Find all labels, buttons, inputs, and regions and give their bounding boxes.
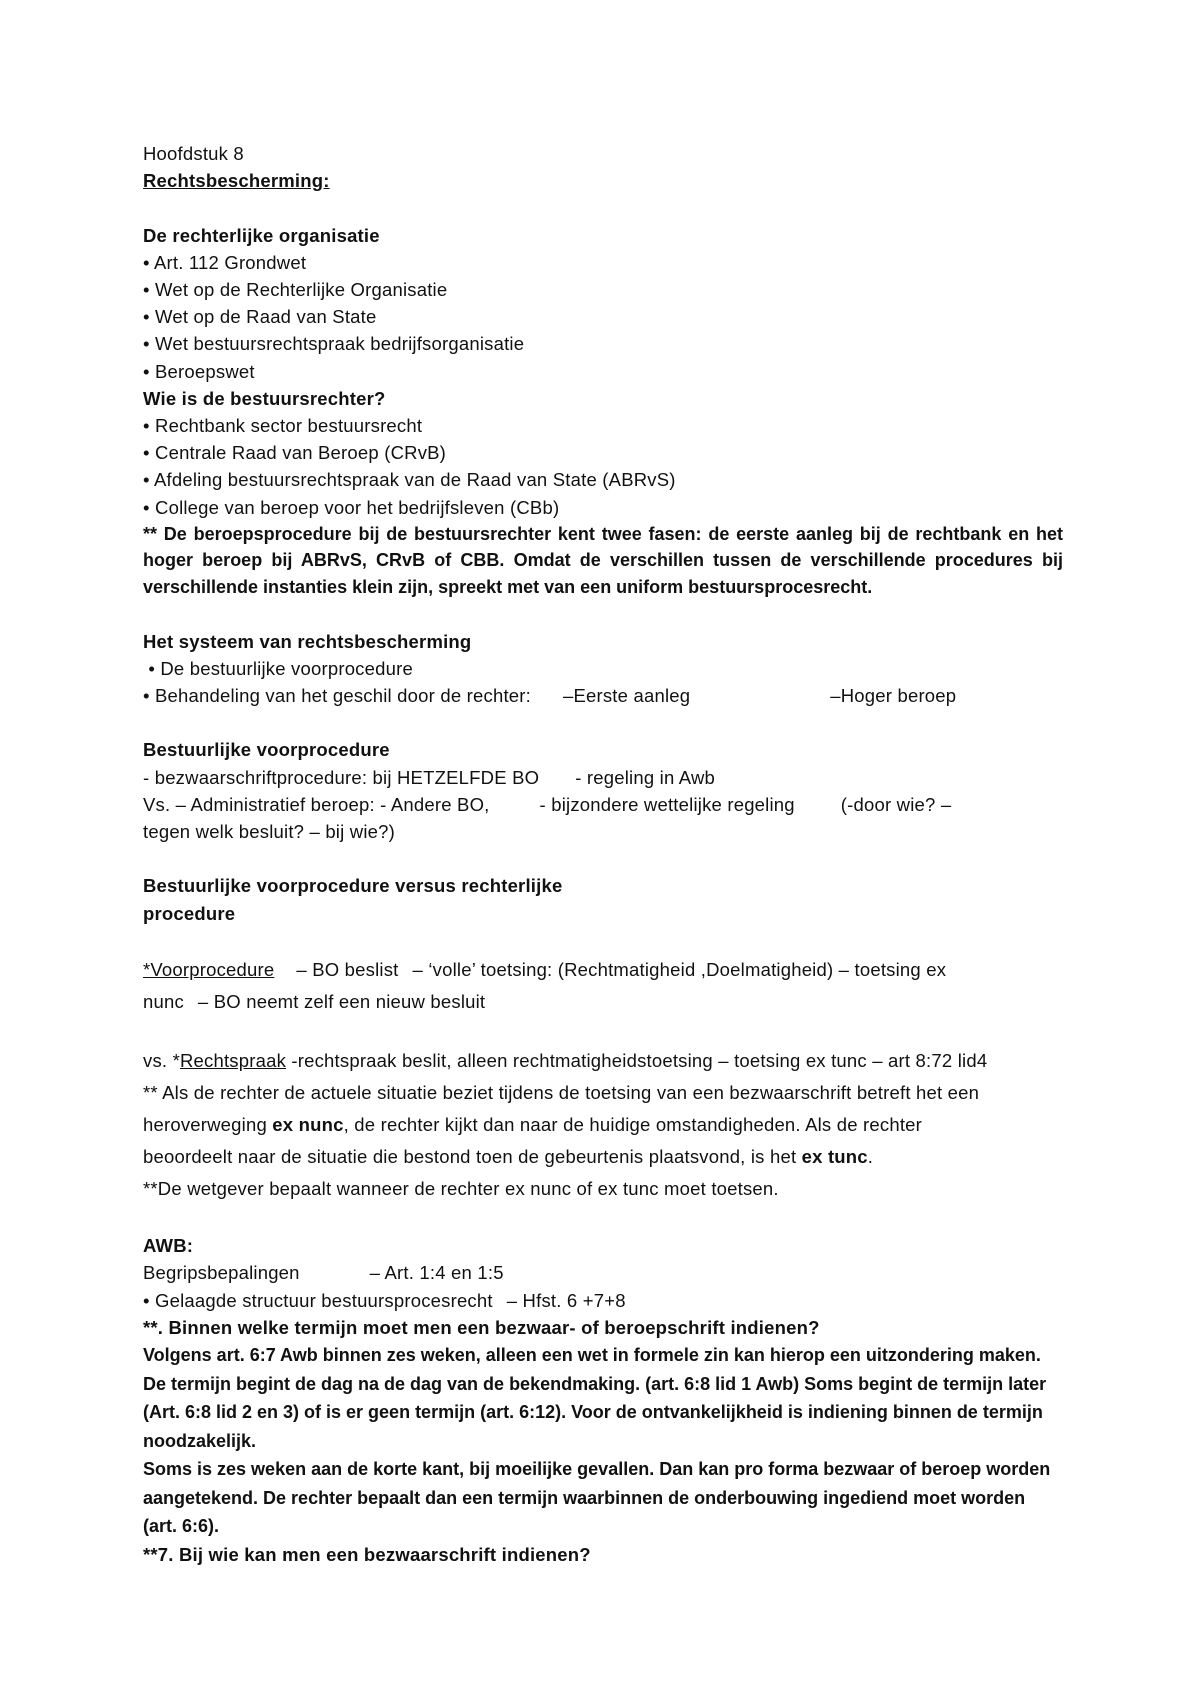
list-item-text: –Hoger beroep <box>830 684 957 706</box>
text-line <box>143 986 1063 1018</box>
text-span-bold: ex nunc <box>272 1114 344 1136</box>
list-item: • De bestuurlijke voorprocedure <box>143 657 413 679</box>
text-span: - regeling in Awb <box>575 766 716 788</box>
text-span: – Art. 1:4 en 1:5 <box>369 1262 504 1284</box>
list-item <box>143 682 1063 709</box>
page-title: Rechtsbescherming: <box>143 170 330 192</box>
spacer <box>143 600 1063 627</box>
text-span: -rechtspraak beslit, alleen rechtmatigheidstoetsing – toetsing ex tunc – art 8:72 lid4 <box>286 1050 988 1072</box>
text-span-bold: ex tunc <box>801 1146 868 1168</box>
text-line <box>143 1141 1063 1173</box>
paragraph: Soms is zes weken aan de korte kant, bij moeilijke gevallen. Dan kan pro forma bezwaar of beroep worden aangetekend. De rechter bepaalt dan een termijn waarbinnen de onderbouwing ingediend moet worden (art. 6:6). <box>143 1459 1051 1537</box>
text-line: ** Als de rechter de actuele situatie beziet tijdens de toetsing van een bezwaarschrift betreft het een <box>143 1082 980 1104</box>
text-span: vs. * <box>143 1050 180 1072</box>
text-line <box>143 954 1063 986</box>
section-heading-systeem: Het systeem van rechtsbescherming <box>143 630 472 652</box>
text-line <box>143 791 1063 818</box>
text-span: Vs. – Administratief beroep: - Andere BO, <box>143 793 490 815</box>
section-heading-bestuursrechter: Wie is de bestuursrechter? <box>143 387 386 409</box>
text-span: Begripsbepalingen <box>143 1262 300 1284</box>
document-page <box>143 140 1063 1568</box>
list-item: • Rechtbank sector bestuursrecht <box>143 415 423 437</box>
section-heading-voorprocedure: Bestuurlijke voorprocedure <box>143 739 390 761</box>
list-item: • Wet op de Rechterlijke Organisatie <box>143 279 448 300</box>
list-item: • Wet op de Raad van State <box>143 306 377 328</box>
spacer <box>143 1205 1063 1232</box>
text-line: tegen welk besluit? – bij wie?) <box>143 820 395 842</box>
section-heading-rechterlijke-organisatie: De rechterlijke organisatie <box>143 224 380 246</box>
text-span: - bijzondere wettelijke regeling <box>539 793 795 815</box>
spacer <box>143 194 1063 221</box>
text-span: heroverweging <box>143 1114 273 1136</box>
text-span: beoordeelt naar de situatie die bestond toen de gebeurtenis plaatsvond, is het <box>143 1146 802 1168</box>
text-line <box>143 764 1063 791</box>
list-item: • Centrale Raad van Beroep (CRvB) <box>143 442 447 464</box>
text-line <box>143 1109 1063 1141</box>
voorprocedure-label: *Voorprocedure <box>143 958 275 980</box>
list-item: • Beroepswet <box>143 360 255 382</box>
text-span: – BO beslist <box>296 958 399 980</box>
text-span: – BO neemt zelf een nieuw besluit <box>197 990 486 1012</box>
text-line: **De wetgever bepaalt wanneer de rechter ex nunc of ex tunc moet toetsen. <box>143 1178 779 1200</box>
spacer <box>143 709 1063 736</box>
spacer <box>143 927 1063 954</box>
list-item: • College van beroep voor het bedrijfsleven (CBb) <box>143 496 560 518</box>
text-span: – Hfst. 6 +7+8 <box>506 1289 626 1311</box>
chapter-label: Hoofdstuk 8 <box>143 143 244 164</box>
section-heading-versus-cont: procedure <box>143 902 236 924</box>
text-span: , de rechter kijkt dan naar de huidige omstandigheden. Als de rechter <box>343 1114 923 1136</box>
text-span: . <box>867 1146 874 1168</box>
text-span: – ‘volle’ toetsing: (Rechtmatigheid ,Doelmatigheid) – toetsing ex <box>412 958 947 980</box>
list-item: • Afdeling bestuursrechtspraak van de Raad van State (ABRvS) <box>143 469 676 491</box>
text-line <box>143 1045 1063 1077</box>
text-line <box>143 1259 1063 1286</box>
list-item: • Art. 112 Grondwet <box>143 251 307 273</box>
question-line: **7. Bij wie kan men een bezwaarschrift indienen? <box>143 1543 591 1565</box>
list-item-text: –Eerste aanleg <box>562 684 691 706</box>
spacer <box>143 1018 1063 1045</box>
list-item-text: • Behandeling van het geschil door de rechter: <box>143 684 531 706</box>
paragraph: Volgens art. 6:7 Awb binnen zes weken, alleen een wet in formele zin kan hierop een uitzondering maken. De termijn begint de dag na de dag van de bekendmaking. (art. 6:8 lid 1 Awb) Soms begint de termijn later (Art. 6:8 lid 2 en 3) of is er geen termijn (art. 6:12). Voor de ontvankelijkheid is indiening binnen de termijn noodzakelijk. <box>143 1345 1047 1451</box>
note-paragraph: ** De beroepsprocedure bij de bestuursrechter kent twee fasen: de eerste aanleg bij de rechtbank en het hoger beroep bij ABRvS, CRvB of CBB. Omdat de verschillen tussen de verschillende procedures bij verschillende instanties klein zijn, spreekt met van een uniform bestuursprocesrecht. <box>143 523 1063 597</box>
rechtspraak-label: Rechtspraak <box>179 1050 287 1072</box>
text-span: nunc <box>143 990 184 1012</box>
list-item: • Wet bestuursrechtspraak bedrijfsorganisatie <box>143 333 525 355</box>
text-line <box>143 1287 1063 1314</box>
question-line: **. Binnen welke termijn moet men een bezwaar- of beroepschrift indienen? <box>143 1316 820 1338</box>
section-heading-awb: AWB: <box>143 1235 194 1257</box>
text-span: - bezwaarschriftprocedure: bij HETZELFDE BO <box>143 766 540 788</box>
text-span: • Gelaagde structuur bestuursprocesrecht <box>143 1289 493 1311</box>
spacer <box>143 845 1063 872</box>
section-heading-versus: Bestuurlijke voorprocedure versus rechterlijke <box>143 875 563 897</box>
text-span: (-door wie? – <box>840 793 952 815</box>
